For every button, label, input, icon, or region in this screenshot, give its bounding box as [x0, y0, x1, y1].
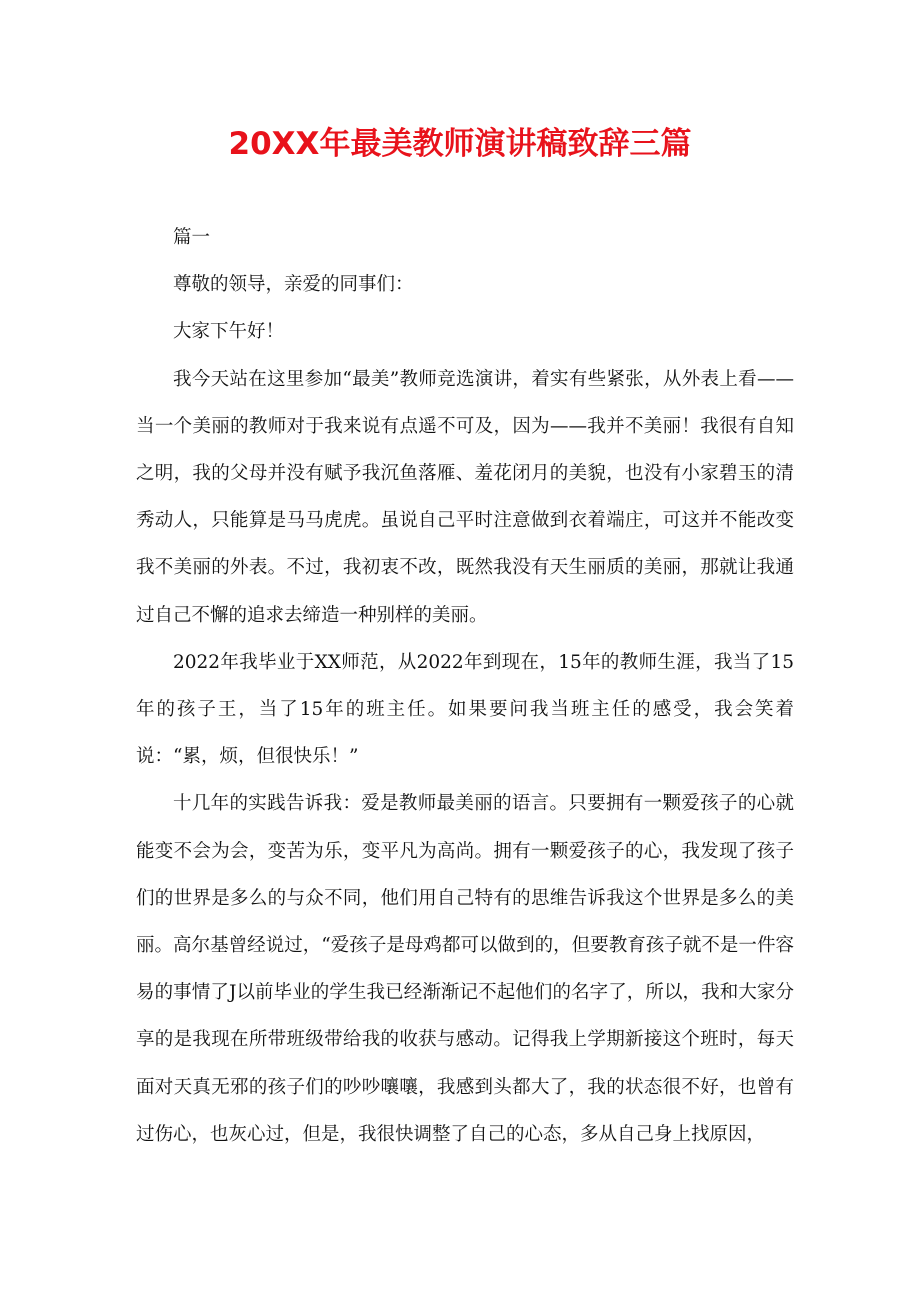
salutation: 尊敬的领导，亲爱的同事们：: [173, 274, 414, 296]
body-paragraph: 我今天站在这里参加“最美”教师竞选演讲，着实有些紧张，从外表上看——当一个美丽的教师对于我来说有点遥不可及，因为——我并不美丽！我很有自知之明，我的父母并没有赋予我沉鱼落雁、羞花闭月的美貌，也没有小家碧玉的清秀动人，只能算是马马虎虎。虽说自己平时注意做到衣着端庄，可这并不能改变我不美丽的外表。不过，我初衷不改，既然我没有天生丽质的美丽，那就让我通过自己不懈的追求去缔造一种别样的美丽。: [136, 368, 794, 626]
body-paragraph: 2022年我毕业于XX师范，从2022年到现在，15年的教师生涯，我当了15年的孩子王，当了15年的班主任。如果要问我当班主任的感受，我会笑着说：“累，烦，但很快乐！”: [136, 651, 794, 768]
document-body: [136, 214, 794, 1158]
document-title: 20XX年最美教师演讲稿致辞三篇: [228, 126, 692, 162]
section-heading: 篇一: [173, 227, 211, 248]
body-paragraph: 十几年的实践告诉我：爱是教师最美丽的语言。只要拥有一颗爱孩子的心就能变不会为会，变苦为乐，变平凡为高尚。拥有一颗爱孩子的心，我发现了孩子们的世界是多么的与众不同，他们用自己特有的思维告诉我这个世界是多么的美丽。高尔基曾经说过，“爱孩子是母鸡都可以做到的，但要教育孩子就不是一件容易的事情了J以前毕业的学生我已经渐渐记不起他们的名字了，所以，我和大家分享的是我现在所带班级带给我的收获与感动。记得我上学期新接这个班时，每天面对天真无邪的孩子们的吵吵嚷嚷，我感到头都大了，我的状态很不好，也曾有过伤心，也灰心过，但是，我很快调整了自己的心态，多从自己身上找原因，: [136, 793, 794, 1145]
greeting: 大家下午好！: [173, 321, 285, 343]
